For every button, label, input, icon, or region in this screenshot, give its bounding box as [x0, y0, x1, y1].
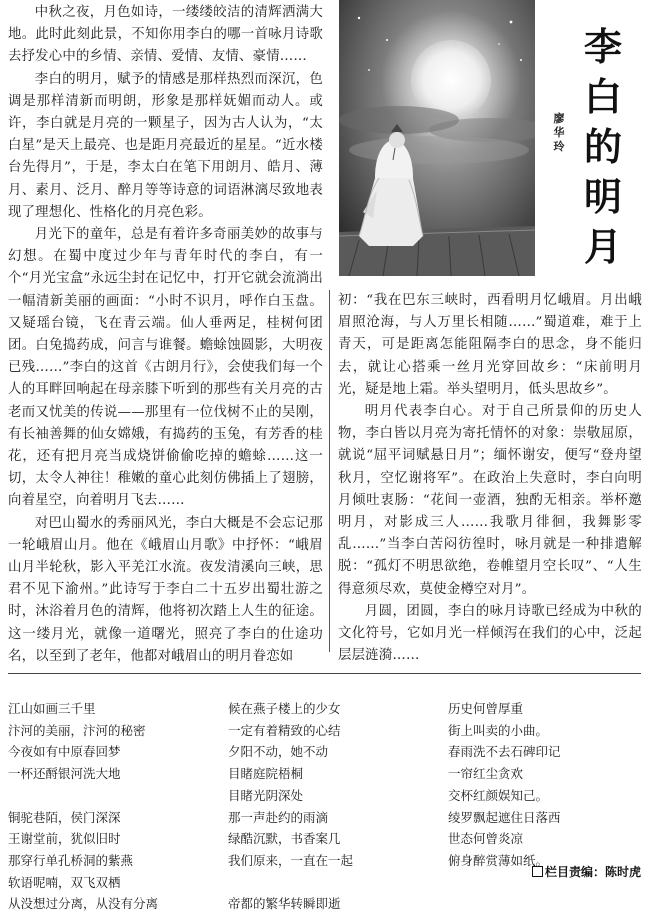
section-divider: [8, 673, 641, 674]
poem-line: 那一声赴约的雨滴: [228, 809, 329, 825]
poem-line: 目睹光阴深处: [228, 787, 304, 803]
article-paragraph: 李白的明月，赋予的情感是那样热烈而深沉，色调是那样清新而明朗，形象是那样妩媚而动人。或许，李白就是月亮的一颗星子，因为古人认为，“太白星”是天上最亮、也是距月亮最近的星星。“近水楼台先得月”，于是，李太白在笔下用朗月、皓月、薄月、素月、泛月、醉月等等诗意的词语淋漓尽致地表现了理想化、性格化的月亮色彩。: [8, 71, 323, 220]
poem-column-2: [228, 698, 428, 915]
article-right-column: [338, 290, 642, 667]
poem-line: 一定有着精致的心结: [228, 722, 341, 738]
stanza-gap: [228, 872, 428, 894]
poem-line: 今夜如有中原春回梦: [8, 744, 121, 760]
poem-line: 绫罗飘起遮住日落西: [448, 809, 561, 825]
poem-line: 历史何曾厚重: [448, 701, 524, 716]
poem-line: 铜驼巷陌，侯门深深: [8, 809, 121, 825]
article-paragraph: 对巴山蜀水的秀丽风光，李白大概是不会忘记那一轮峨眉山月。他在《峨眉山月歌》中抒怀：“峨眉山月半轮秋，影入平羌江水流。夜发清溪向三峡，思君不见下渝州。”此诗写于李白二十五岁出蜀壮游之时，沐浴着月色的清辉，他将初次踏上人生的征途。这一缕月光，就像一道曙光，照亮了李白的仕途功名，以至到了老年，他都对峨眉山的明月眷恋如: [8, 515, 323, 664]
editor-credit: [532, 864, 641, 880]
article-paragraph: 中秋之夜，月色如诗，一缕缕皎洁的清辉洒满大地。此时此刻此景，不知你用李白的哪一首咏月诗歌去抒发心中的乡情、亲情、爱情、友情、豪情……: [8, 5, 323, 65]
author-char: 华: [553, 126, 565, 139]
poem-line: 候在燕子楼上的少女: [228, 701, 341, 716]
article-paragraph: 初：“我在巴东三峡时，西看明月忆峨眉。月出峨眉照沧海，与人万里长相随……”蜀道难，难于上青天，可是距离怎能阻隔李白的思念，身不能归去，就让心搭乘一丝月光穿回故乡：“床前明月光，疑是地上霜。举头望明月，低头思故乡”。: [338, 293, 642, 397]
poem-line: 汴河的美丽，汴河的秘密: [8, 722, 146, 738]
poem-line: 世态何曾炎凉: [448, 831, 524, 847]
poem-line: 一杯还酹银河洗大地: [8, 766, 121, 782]
author-char: 廖: [553, 112, 565, 125]
article-left-column: [8, 2, 323, 668]
article-author: [551, 112, 567, 154]
poem-line: 街上叫卖的小曲。: [448, 722, 549, 738]
poem-line: 俯身醉赏薄如纸。: [448, 852, 549, 868]
poem-column-1: [8, 698, 208, 915]
title-char: 的: [583, 125, 622, 169]
poem-line: 软语呢喃，双飞双栖: [8, 874, 121, 890]
poem-line: 我们原来，一直在一起: [228, 852, 354, 868]
article-title: [578, 22, 628, 272]
poem-line: 帝都的繁华转瞬即逝: [228, 896, 341, 912]
author-char: 玲: [553, 140, 565, 153]
square-box-icon: [532, 866, 543, 877]
stanza-gap: [8, 785, 208, 807]
editor-credit-text: 栏目责编：陈时虎: [544, 865, 641, 879]
poem-line: 绿酷沉默，书香案几: [228, 831, 341, 847]
poem-line: 夕阳不动，她不动: [228, 744, 329, 760]
article-paragraph: 月光下的童年，总是有着许多奇丽美妙的故事与幻想。在蜀中度过少年与青年时代的李白，有一个“月光宝盒”永远尘封在记忆中，打开它就会流淌出一幅清新美丽的画面：“小时不识月，呼作白玉盘。又疑瑶台镜，飞在青云端。仙人垂两足，桂树何团团。白兔捣药成，问言与谁餐。蟾蜍蚀圆影，大明夜已残……”李白的这首《古朗月行》，会使我们每一个人的耳畔回响起在母亲膝下听到的那些有关月亮的古老而又忧美的传说——那里有一位伐树不止的吴刚，有长袖善舞的仙女嫦娥，有捣药的玉兔，有芳香的桂花，还有把月亮当成烧饼偷偷吃掉的蟾蜍……这一切，太令人神往！稚嫩的童心此刻仿佛插上了翅膀，向着星空，向着明月飞去……: [8, 227, 323, 509]
title-char: 白: [583, 75, 622, 119]
article-paragraph: 明月代表李白心。对于自己所景仰的历史人物，李白皆以月亮为寄托情怀的对象：崇敬屈原，就说“屈平词赋悬日月”；缅怀谢安，便写“登舟望秋月，空忆谢将军”。在政治上失意时，李白向明月倾吐衷肠：“花间一壶酒，独酌无相亲。举杯邀明月，对影成三人……我歌月徘徊，我舞影零乱……”当李白苦闷彷徨时，咏月就是一种排遣解脱：“孤灯不明思欲绝，卷帷望月空长叹”、“人生得意须尽欢，莫使金樽空对月”。: [338, 404, 642, 597]
poem-line: 交杯红颜娱知己。: [448, 787, 549, 803]
poem-column-3: [448, 698, 648, 872]
poem-line: 目睹庭院梧桐: [228, 766, 304, 782]
title-char: 李: [583, 25, 622, 69]
article-paragraph: 月圆，团圆，李白的咏月诗歌已经成为中秋的文化符号，它如月光一样倾泻在我们的心中，泛起层层涟漪……: [338, 603, 642, 664]
title-char: 明: [583, 175, 622, 219]
column-divider: [329, 290, 330, 652]
poem-line: 春雨洗不去石碑印记: [448, 744, 561, 760]
poem-line: 江山如画三千里: [8, 701, 96, 716]
poem-line: 那穿行单孔桥洞的紫燕: [8, 852, 134, 868]
title-char: 月: [583, 225, 622, 269]
poem-line: 一帘红尘贪欢: [448, 766, 524, 782]
moonlit-night-poet-illustration: [339, 0, 535, 276]
poem-line: 从没想过分离，从没有分离: [8, 896, 159, 912]
poem-line: 王谢堂前，犹似旧时: [8, 831, 121, 847]
